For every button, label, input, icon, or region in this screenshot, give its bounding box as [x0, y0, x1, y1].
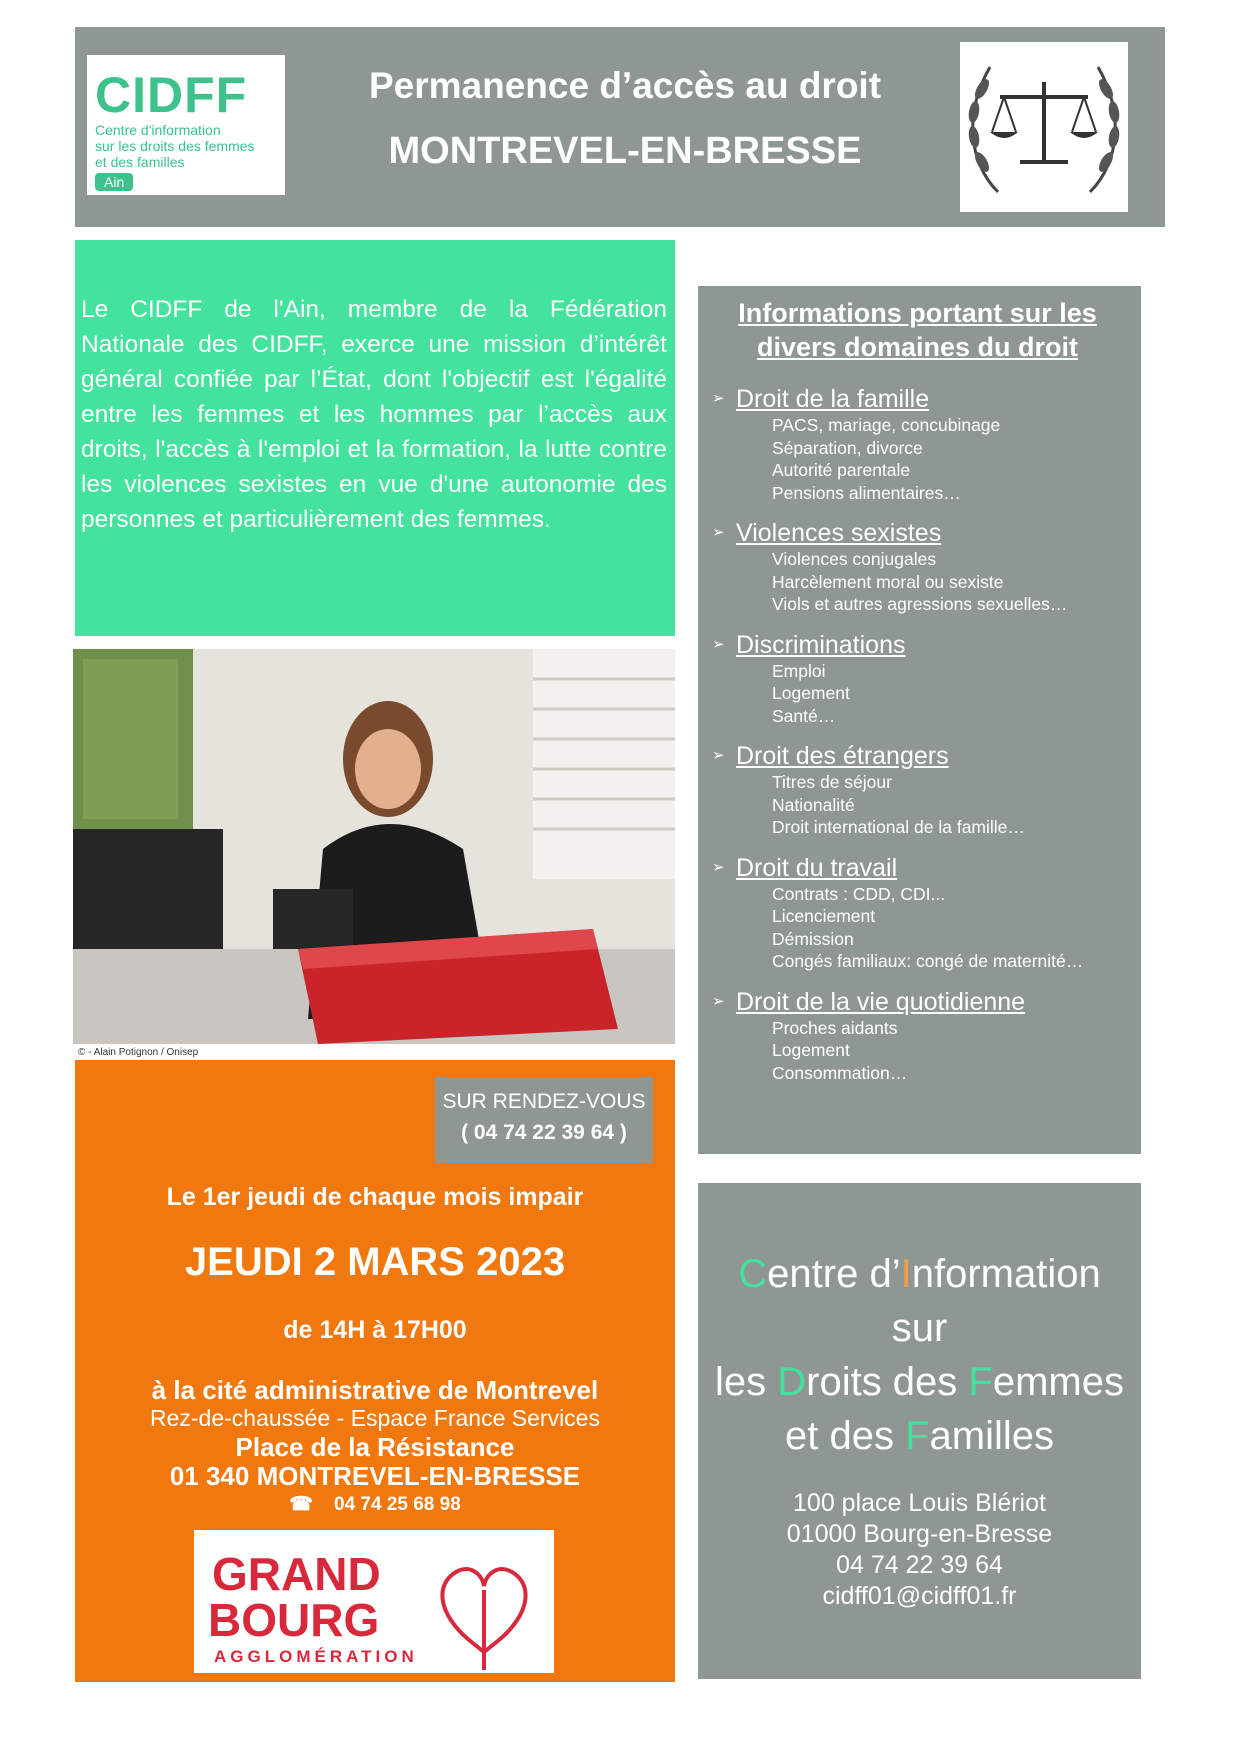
- title-fragment: emmes: [992, 1360, 1124, 1404]
- logo-badge: Ain: [95, 173, 133, 191]
- appointment-badge: [435, 1077, 653, 1163]
- category-item: Nationalité: [772, 794, 855, 815]
- contact-email[interactable]: cidff01@cidff01.fr: [822, 1582, 1017, 1610]
- legal-domains-panel: [698, 286, 1141, 1154]
- category-title: Violences sexistes: [736, 519, 942, 547]
- category-item: Viols et autres agressions sexuelles…: [772, 594, 1068, 614]
- category-item: Pensions alimentaires…: [772, 482, 961, 503]
- appointment-label: SUR RENDEZ-VOUS: [442, 1090, 646, 1113]
- event-city: 01 340 MONTREVEL-EN-BRESSE: [169, 1461, 581, 1491]
- category-title: Droit de la vie quotidienne: [736, 987, 1026, 1016]
- page-subtitle: MONTREVEL-EN-BRESSE: [388, 130, 862, 172]
- category-item: Licenciement: [772, 906, 876, 926]
- category-item: Titres de séjour: [772, 772, 892, 792]
- category-family-law: [708, 384, 1127, 504]
- legal-domains-heading: [708, 296, 1127, 364]
- event-phone: 04 74 25 68 98: [334, 1494, 461, 1515]
- event-street: Place de la Résistance: [235, 1432, 515, 1462]
- appointment-phone: ( 04 74 22 39 64 ): [461, 1121, 627, 1144]
- category-title: Discriminations: [736, 630, 906, 659]
- page-title: Permanence d’accès au droit: [368, 65, 882, 106]
- contact-details: [698, 1488, 1141, 1612]
- category-title: Droit des étrangers: [736, 742, 949, 770]
- event-floor: Rez-de-chaussée - Espace France Services: [150, 1405, 600, 1431]
- partner-logo-line-3: AGGLOMÉRATION: [214, 1647, 418, 1666]
- title-fragment: les: [714, 1360, 778, 1404]
- category-item: Logement: [772, 683, 850, 703]
- category-title: Droit de la famille: [736, 385, 930, 413]
- category-title: Droit du travail: [736, 853, 898, 882]
- schedule-text: Le 1er jeudi de chaque mois impair: [166, 1183, 584, 1211]
- category-item: Violences conjugales: [772, 549, 937, 569]
- logo-subtitle-2: sur les droits des femmes: [95, 138, 255, 154]
- arrow-bullet-icon: ➢: [712, 390, 725, 407]
- category-item: Contrats : CDD, CDI...: [772, 883, 946, 904]
- event-date: JEUDI 2 MARS 2023: [184, 1240, 566, 1284]
- cidff-logo: [87, 55, 285, 195]
- title-fragment: nformation: [911, 1252, 1101, 1296]
- category-item: Logement: [772, 1040, 850, 1060]
- category-foreigners-law: [708, 741, 1127, 839]
- category-item: Proches aidants: [772, 1017, 898, 1038]
- category-labour-law: [708, 853, 1127, 973]
- contact-postcode: 01000 Bourg-en-Bresse: [786, 1520, 1053, 1548]
- category-item: Droit international de la famille…: [772, 817, 1025, 837]
- arrow-bullet-icon: ➢: [712, 635, 725, 653]
- initial-letter: F: [968, 1360, 993, 1404]
- event-hours: de 14H à 17H00: [283, 1316, 467, 1344]
- grand-bourg-logo: [194, 1530, 554, 1673]
- legal-domains-heading-line-1: Informations portant sur les: [738, 298, 1097, 328]
- category-item: Harcèlement moral ou sexiste: [772, 571, 1004, 592]
- legal-domains-heading-line-2: divers domaines du droit: [756, 332, 1079, 362]
- logo-subtitle-3: et des familles: [95, 154, 185, 170]
- category-sexist-violence: [708, 518, 1127, 616]
- initial-letter: D: [777, 1360, 807, 1404]
- category-item: Consommation…: [772, 1062, 908, 1083]
- photo-credit: © - Alain Potignon / Onisep: [78, 1047, 199, 1058]
- partner-logo-line-1: GRAND: [212, 1548, 381, 1600]
- title-fragment: amilles: [929, 1414, 1054, 1458]
- title-fragment: entre d’: [767, 1252, 901, 1296]
- scales-of-justice-icon: [960, 42, 1128, 212]
- event-venue: à la cité administrative de Montrevel: [151, 1375, 599, 1405]
- contact-phone[interactable]: 04 74 22 39 64: [836, 1551, 1003, 1579]
- title-fragment: sur: [891, 1306, 948, 1350]
- category-daily-life-law: [708, 987, 1127, 1085]
- category-item: Congés familiaux: congé de maternité…: [772, 951, 1084, 971]
- title-fragment: et des: [785, 1414, 906, 1458]
- arrow-bullet-icon: ➢: [712, 524, 725, 541]
- logo-subtitle-1: Centre d'information: [95, 122, 221, 138]
- initial-letter: F: [905, 1414, 930, 1458]
- category-item: Santé…: [772, 705, 836, 726]
- title-fragment: roits des: [806, 1360, 969, 1404]
- contact-panel: [698, 1183, 1141, 1679]
- arrow-bullet-icon: ➢: [712, 992, 725, 1010]
- mission-text: Le CIDFF de l'Ain, membre de la Fédération Nationale des CIDFF, exerce une mission d’intérêt général confiée par l’État, dont l'objectif est l'égalité entre les femmes et les hommes par l’accès aux droits, l'accès à l'emploi et la formation, la lutte contre les violences sexistes en vue d'une autonomie des personnes et particulièrement des femmes.: [81, 296, 667, 533]
- category-discrimination: [708, 630, 1127, 728]
- office-photo: [73, 649, 675, 1044]
- mission-block: [75, 240, 675, 636]
- category-item: Autorité parentale: [772, 460, 911, 480]
- organisation-name: [698, 1247, 1141, 1463]
- category-item: PACS, mariage, concubinage: [772, 415, 1001, 435]
- event-phone-line: [75, 1493, 675, 1516]
- initial-letter: C: [738, 1252, 768, 1296]
- category-item: Démission: [772, 928, 854, 949]
- phone-icon: ☎: [289, 1494, 313, 1515]
- contact-address: 100 place Louis Blériot: [793, 1489, 1046, 1517]
- category-item: Emploi: [772, 660, 826, 681]
- logo-mark: CIDFF: [95, 67, 248, 123]
- partner-logo-line-2: BOURG: [208, 1594, 380, 1646]
- category-item: Séparation, divorce: [772, 437, 923, 458]
- arrow-bullet-icon: ➢: [712, 747, 725, 764]
- arrow-bullet-icon: ➢: [712, 858, 725, 876]
- initial-letter: I: [900, 1252, 912, 1296]
